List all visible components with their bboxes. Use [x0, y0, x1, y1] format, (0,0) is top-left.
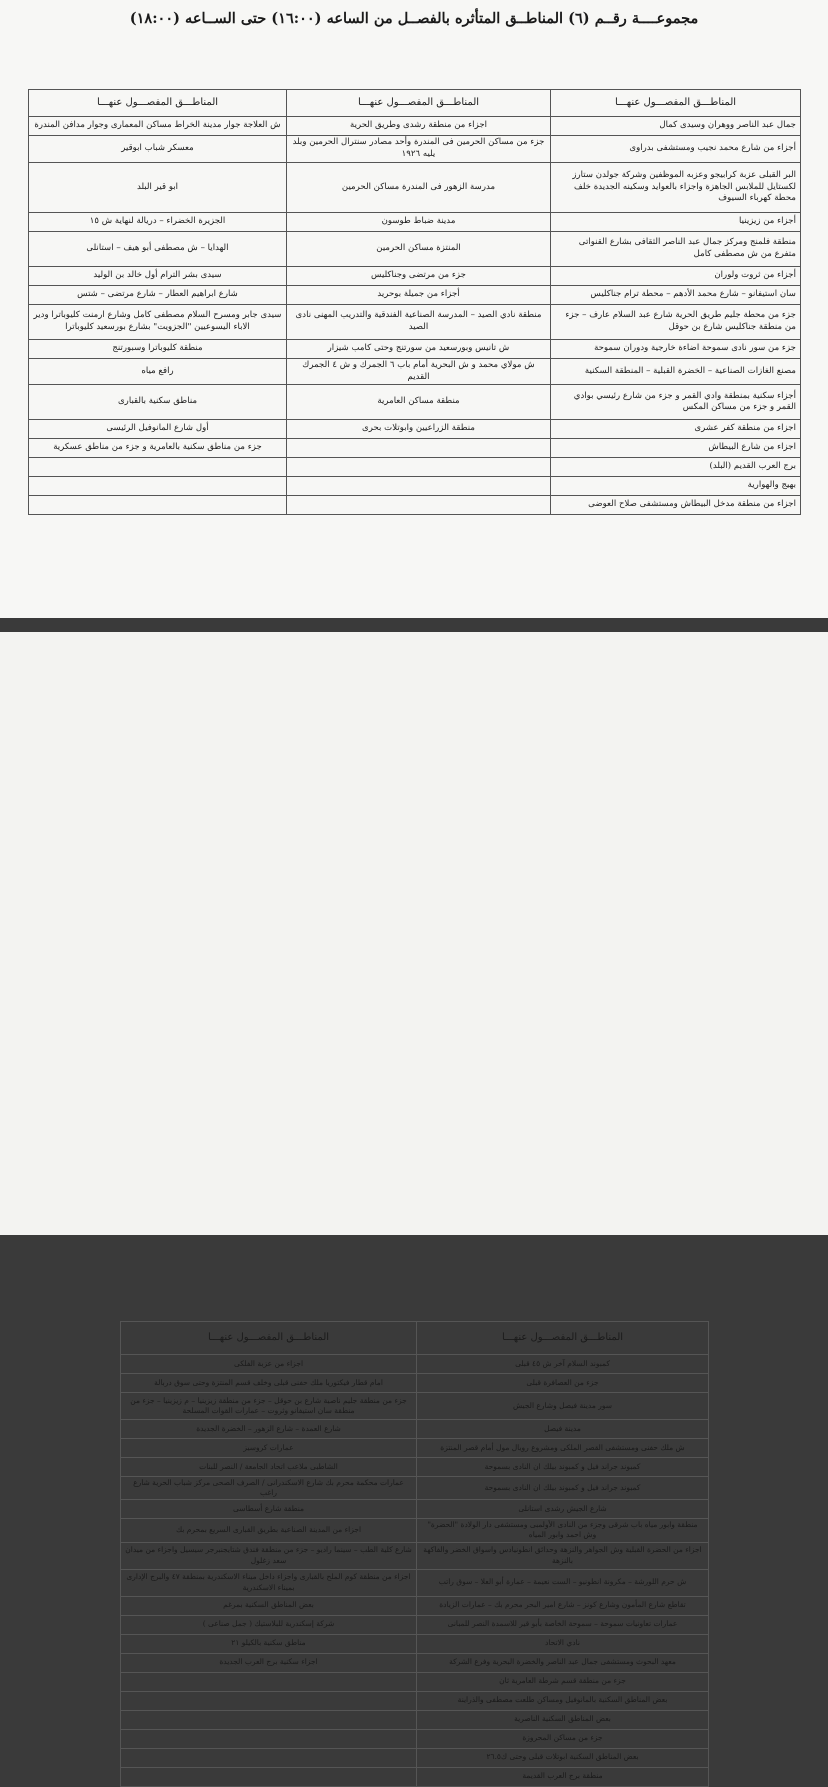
table-row: [121, 1710, 709, 1729]
table-cell: اجزاء من المدينة الصناعية بطريق القبارى السريع بمحرم بك: [121, 1519, 417, 1542]
table-row: [121, 1542, 709, 1569]
table-cell: [287, 439, 551, 458]
table-cell: أجزاء سكنية بمنطقة وادي القمر و جزء من شارع رئيسي بوادي القمر و جزء من مساكن المكس: [551, 385, 801, 420]
table-row: [29, 458, 801, 477]
table-row: [121, 1691, 709, 1710]
table-cell: جمال عبد الناصر ووهران وسيدى كمال: [551, 117, 801, 136]
table-cell: مدينة ضباط طوسون: [287, 213, 551, 232]
table-row: [29, 117, 801, 136]
table-row: [29, 163, 801, 213]
table-row: [29, 385, 801, 420]
table-cell: أجزاء من شارع محمد نجيب ومستشفى بدراوى: [551, 136, 801, 163]
table-cell: منطقة فلمنج ومركز جمال عبد الناصر الثقافى بشارع القنواتى متفرع من ش مصطفى كامل: [551, 232, 801, 267]
table-row: [121, 1569, 709, 1596]
table-cell: [287, 477, 551, 496]
table-row: [121, 1596, 709, 1615]
table-cell: [29, 496, 287, 515]
table-cell: سيدى بشر الترام أول خالد بن الوليد: [29, 267, 287, 286]
table-cell: منطقة نادي الصيد – المدرسة الصناعية الفندقية والتدريب المهنى نادى الصيد: [287, 305, 551, 340]
table-cell: رافع مياه: [29, 359, 287, 385]
table-cell: عمارات تعاونيات سموحة – سموحة الخاصة بأبو قير للاسمدة النصر للمبانى: [417, 1615, 709, 1634]
table-row: [121, 1519, 709, 1542]
table-cell: بعض المناطق السكنية الناصرية: [417, 1710, 709, 1729]
table-cell: امام قطار فيكتوريا ملك حفنى قبلى وخلف قسم المنتزة وحتى سوق دربالة: [121, 1374, 417, 1393]
table-cell: اجزاء من منطقة كفر عشرى: [551, 420, 801, 439]
table-row: [121, 1729, 709, 1748]
table-cell: جزء من مرتضى وجناكليس: [287, 267, 551, 286]
table-row: [121, 1420, 709, 1439]
table-cell: الهدايا – ش مصطفى أبو هيف – استانلى: [29, 232, 287, 267]
table-body: [29, 117, 801, 515]
table-cell: شارع العمدة – شارع الزهور – الخضرة الجديدة: [121, 1420, 417, 1439]
outage-table-2: [120, 1321, 709, 1787]
column-header: المناطـــق المفصـــول عنهـــا: [417, 1322, 709, 1355]
table-cell: جزء من منطقة قسم شرطة العامرية ثان: [417, 1672, 709, 1691]
table-cell: منطقة برج العرب القديمة: [417, 1767, 709, 1786]
table-cell: شركة إسكندرية للبلاستيك ( جمل صناعى ): [121, 1615, 417, 1634]
table-cell: جزء من العصافرة قبلى: [417, 1374, 709, 1393]
table-cell: معسكر شباب ابوقير: [29, 136, 287, 163]
table-cell: مدينة فيصل: [417, 1420, 709, 1439]
table-row: [29, 496, 801, 515]
table-row: [29, 340, 801, 359]
table-cell: [121, 1748, 417, 1767]
table-cell: أجزاء من جميلة بوحريد: [287, 286, 551, 305]
table-cell: البر القبلى عزبة كرابيجو وعزبه الموظفين وشركة جولدن ستارز لكستايل للملابس الجاهزة واجزاء بالعوايد وسكينه الجديدة خلف محطة كهرباء السيوف: [551, 163, 801, 213]
table-cell: الجزيرة الخضراء – دريالة لنهاية ش ١٥: [29, 213, 287, 232]
table-row: [121, 1500, 709, 1519]
table-cell: سان استيفانو – شارع محمد الأدهم – محطة ترام جناكليس: [551, 286, 801, 305]
table-cell: بهيج والهوارية: [551, 477, 801, 496]
table-cell: شارع ابراهيم العطار – شارع مرتضى – شتس: [29, 286, 287, 305]
table-cell: سيدى جابر ومسرح السلام مصطفى كامل وشارع ارمنت كليوباترا ودير الاباء اليسوعيين "الجزويت" بشارع بورسعيد كليوباترا: [29, 305, 287, 340]
table-cell: كمبوند السلام آخر ش ٤٥ قبلى: [417, 1355, 709, 1374]
column-header: المناطـــق المفصـــول عنهـــا: [29, 90, 287, 117]
table-cell: اجزاء من شارع البيطاش: [551, 439, 801, 458]
table-cell: كمبوند جراند فيل و كمبوند بيلك ان النادى بسموحة: [417, 1477, 709, 1500]
table-row: [29, 305, 801, 340]
table-cell: معهد البحوث ومستشفى جمال عبد الناصر والخضرة البحرية وفرع الشركة: [417, 1653, 709, 1672]
table-cell: [121, 1767, 417, 1786]
table-cell: أجزاء من ثروت ولوران: [551, 267, 801, 286]
table-header-row: [121, 1322, 709, 1355]
table-cell: عمارات كروسيز: [121, 1439, 417, 1458]
table-row: [121, 1439, 709, 1458]
table-cell: اجزاء سكنية برج العرب الجديدة: [121, 1653, 417, 1672]
table-cell: شارع كلية الطب – سينما راديو – جزء من منطقة فندق شتايجنبرجر سيسيل واجزاء من ميدان سعد زغلول: [121, 1542, 417, 1569]
table-cell: سور مدينة فيصل وشارع الجيش: [417, 1393, 709, 1420]
table-row: [121, 1374, 709, 1393]
table-cell: [287, 496, 551, 515]
table-cell: جزء من مناطق سكنية بالعامرية و جزء من مناطق عسكرية: [29, 439, 287, 458]
table-cell: المنتزة مساكن الحرمين: [287, 232, 551, 267]
table-cell: اجزاء من منطقة رشدى وطريق الحرية: [287, 117, 551, 136]
table-cell: مناطق سكنية بالقبارى: [29, 385, 287, 420]
table-cell: كمبوند جراند فيل و كمبوند بيلك ان النادى بسموحة: [417, 1458, 709, 1477]
table-cell: ش ملك حفنى ومستشفى القصر الملكى ومشروع رويال مول أمام قصر المنتزة: [417, 1439, 709, 1458]
table-row: [29, 213, 801, 232]
table-row: [121, 1458, 709, 1477]
table-cell: جزء من مساكن الحرمين فى المندرة وأحد مصادر سنترال الحرمين وبلد يليه ١٩٢٦: [287, 136, 551, 163]
column-header: المناطـــق المفصـــول عنهـــا: [121, 1322, 417, 1355]
table-cell: منطقة وابور مياه باب شرقى وجزء من النادى الأولمبى ومستشفى دار الولادة "الحضرة" وش احمد وابور المياه: [417, 1519, 709, 1542]
table-cell: اجزاء من الحضرة القبلية وش الجواهر والنزهة وحدائق انطونيادس واسواق الخضر والفاكهة بالنزهة: [417, 1542, 709, 1569]
table-cell: جزء من سور نادى سموحة اضاءة خارجية ودوران سموحة: [551, 340, 801, 359]
table-cell: برج العرب القديم (البلد): [551, 458, 801, 477]
table-cell: منطقة الزراعيين وابوتلات بحرى: [287, 420, 551, 439]
table-cell: جزء من منطقة جليم ناصية شارع بن حوقل – جزء من منطقة زيزينيا – م زيزينيا – جزء من منطقة سان استيفانو وثروت – عمارات القوات المسلحة: [121, 1393, 417, 1420]
table-row: [121, 1615, 709, 1634]
table-row: [29, 232, 801, 267]
table-cell: [29, 477, 287, 496]
table-cell: مصنع الغازات الصناعية – الخضرة القبلية – المنطقة السكنية: [551, 359, 801, 385]
table-cell: الشاطبى ملاعب اتحاد الجامعة / النصر للبنات: [121, 1458, 417, 1477]
table-cell: جزء من مساكن المحروزة: [417, 1729, 709, 1748]
table-row: [29, 136, 801, 163]
table-cell: منطقة شارع أسطاسى: [121, 1500, 417, 1519]
table-cell: [121, 1691, 417, 1710]
table-cell: ابو قير البلد: [29, 163, 287, 213]
table-cell: مناطق سكنية بالكيلو ٢١: [121, 1634, 417, 1653]
table-row: [121, 1355, 709, 1374]
table-cell: مدرسة الزهور فى المندرة مساكن الحرمين: [287, 163, 551, 213]
outage-table-1: [28, 89, 801, 515]
table-cell: تقاطع شارع المأمون وشارع كونز – شارع امير البحر محرم بك – عمارات الزيادة: [417, 1596, 709, 1615]
table-cell: منطقة مساكن العامرية: [287, 385, 551, 420]
table-row: [121, 1393, 709, 1420]
table-body: [121, 1355, 709, 1787]
column-header: المناطـــق المفصـــول عنهـــا: [287, 90, 551, 117]
table-row: [29, 359, 801, 385]
table-row: [29, 267, 801, 286]
table-cell: عمارات محكمة محرم بك شارع الاسكندرانى / الصرف الصحى مركز شباب الحرية شارع راغب: [121, 1477, 417, 1500]
table-row: [29, 439, 801, 458]
table-cell: ش مولاي محمد و ش البحرية أمام باب ٦ الجمرك و ش ٤ الجمرك القديم: [287, 359, 551, 385]
table-row: [121, 1748, 709, 1767]
table-cell: اجزاء من عزبة الفلكى: [121, 1355, 417, 1374]
table-cell: [121, 1729, 417, 1748]
table-cell: شارع الجيش رشدى استانلى: [417, 1500, 709, 1519]
column-header: المناطـــق المفصـــول عنهـــا: [551, 90, 801, 117]
table-cell: أول شارع المانوفيل الرئيسى: [29, 420, 287, 439]
table-row: [121, 1634, 709, 1653]
table-row: [29, 420, 801, 439]
page-title: مجموعــــة رقــم (٦) المناطــق المتأثره بالفصــل من الساعه (١٦:٠٠) حتى الســاعه (١٨:٠٠): [129, 10, 699, 27]
table-cell: نادي الاتحاد: [417, 1634, 709, 1653]
table-cell: جزء من محطة جليم طريق الحرية شارع عبد السلام عارف – جزء من منطقة جناكليس شارع بن حوقل: [551, 305, 801, 340]
table-header-row: [29, 90, 801, 117]
table-cell: [287, 458, 551, 477]
table-cell: [29, 458, 287, 477]
table-row: [121, 1653, 709, 1672]
table-row: [29, 286, 801, 305]
table-row: [121, 1767, 709, 1786]
document-page-1: [0, 0, 828, 618]
table-cell: [121, 1672, 417, 1691]
table-row: [121, 1477, 709, 1500]
table-cell: اجزاء من منطقة مدخل البيطاش ومستشفى صلاح العوضى: [551, 496, 801, 515]
table-cell: بعض المناطق السكنية بالمانوفيل ومساكن طلعت مصطفى والذراينة: [417, 1691, 709, 1710]
table-cell: ش تانيس وبورسعيد من سورتنج وحتى كامب شيزار: [287, 340, 551, 359]
table-cell: ش العلاجة جوار مدينة الخراط مساكن المعمارى وجوار مدافن المندرة: [29, 117, 287, 136]
table-cell: ش حرم اللورشة – مكرونة انطونيو – الست نعيمة – عمارة أبو العلا – سوق راتب: [417, 1569, 709, 1596]
document-page-2: [0, 632, 828, 1781]
table-cell: بعض المناطق السكنية بمرغم: [121, 1596, 417, 1615]
table-cell: بعض المناطق السكنية ابوتلات قبلى وحتى ك٢٦.٥: [417, 1748, 709, 1767]
table-cell: اجزاء من منطقة كوم الملح بالقبارى واجزاء داخل ميناء الاسكندرية بمنطقة ٤٧ والبرج الإدارى بميناء الاسكندرية: [121, 1569, 417, 1596]
table-row: [121, 1672, 709, 1691]
table-cell: [121, 1710, 417, 1729]
table-row: [29, 477, 801, 496]
table-cell: منطقة كليوباترا وسبورتنج: [29, 340, 287, 359]
table-cell: أجزاء من زيزينيا: [551, 213, 801, 232]
